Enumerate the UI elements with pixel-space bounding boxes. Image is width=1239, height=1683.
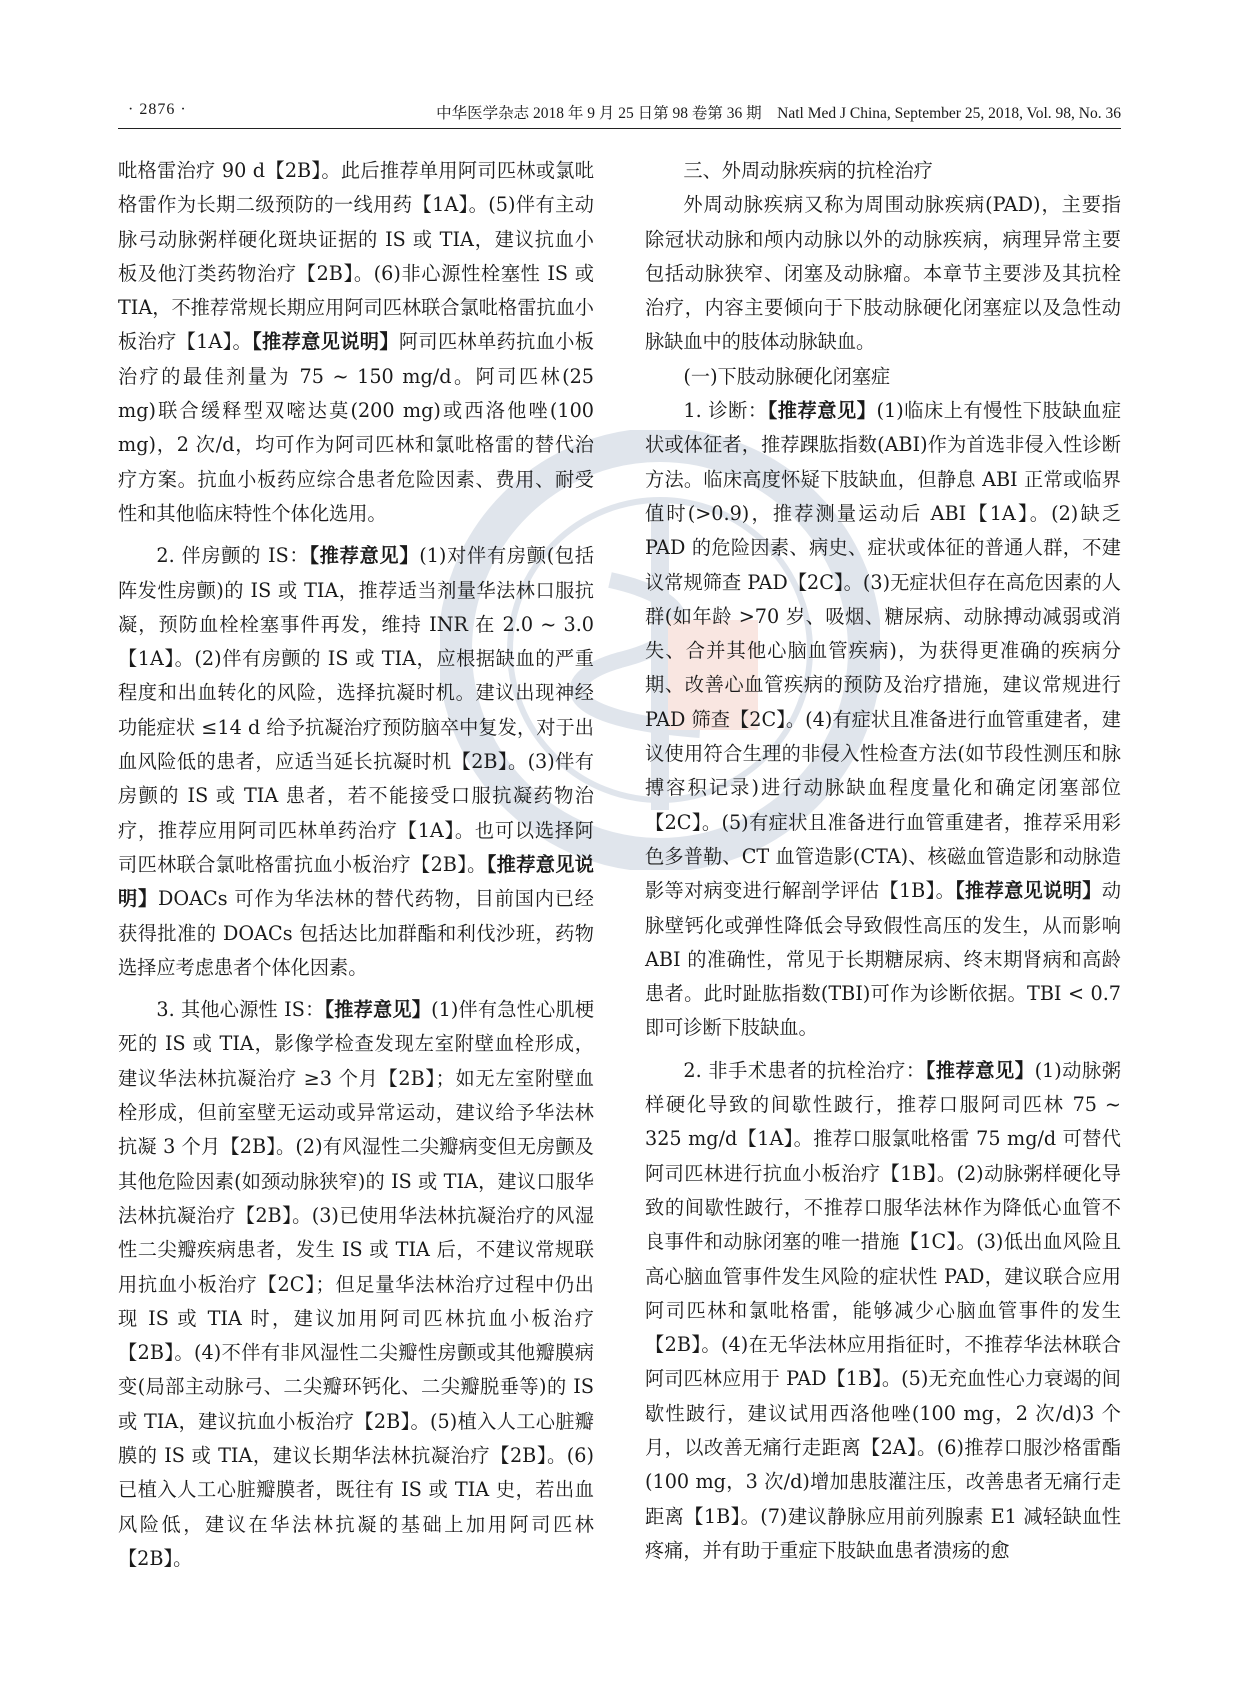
- paragraph: 2. 非手术患者的抗栓治疗：【推荐意见】(1)动脉粥样硬化导致的间歇性跛行，推荐口服阿司匹林 75 ~ 325 mg/d【1A】。推荐口服氯吡格雷 75 mg/d 可替代阿司匹林进行抗血小板治疗【1B】。(2)动脉粥样硬化导致的间歇性跛行，不推荐口服华法林作为降低心血管不良事件和动脉闭塞的唯一措施【1C】。(3)低出血风险且高心脑血管事件发生风险的症状性 PAD，建议联合应用阿司匹林和氯吡格雷，能够减少心脑血管事件的发生【2B】。(4)在无华法林应用指征时，不推荐华法林联合阿司匹林应用于 PAD【1B】。(5)无充血性心力衰竭的间歇性跛行，建议试用西洛他唑(100 mg，2 次/d)3 个月，以改善无痛行走距离【2A】。(6)推荐口服沙格雷酯(100 mg，3 次/d)增加患肢灌注压，改善患者无痛行走距离【1B】。(7)建议静脉应用前列腺素 E1 减轻缺血性疼痛，并有助于重症下肢缺血患者溃疡的愈: [645, 1058, 1121, 1562]
- left-column: [118, 154, 594, 1576]
- paragraph: 吡格雷治疗 90 d【2B】。此后推荐单用阿司匹林或氯吡格雷作为长期二级预防的一线用药【1A】。(5)伴有主动脉弓动脉粥样硬化斑块证据的 IS 或 TIA，建议抗血小板及他汀类药物治疗【2B】。(6)非心源性栓塞性 IS 或 TIA，不推荐常规长期应用阿司匹林联合氯吡格雷抗血小板治疗【1A】。【推荐意见说明】阿司匹林单药抗血小板治疗的最佳剂量为 75 ~ 150 mg/d。阿司匹林(25 mg)联合缓释型双嘧达莫(200 mg)或西洛他唑(100 mg)，2 次/d，均可作为阿司匹林和氯吡格雷的替代治疗方案。抗血小板药应综合患者危险因素、费用、耐受性和其他临床特性个体化选用。: [118, 159, 594, 525]
- subsection-title: (一)下肢动脉硬化闭塞症: [683, 364, 891, 388]
- running-head: 中华医学杂志 2018 年 9 月 25 日第 98 卷第 36 期 Natl Med J China, September 25, 2018, Vol. 98, No. 36: [436, 105, 1121, 122]
- paragraph: 1. 诊断：【推荐意见】(1)临床上有慢性下肢缺血症状或体征者，推荐踝肱指数(ABI)作为首选非侵入性诊断方法。临床高度怀疑下肢缺血，但静息 ABI 正常或临界值时(>0.9)，推荐测量运动后 ABI【1A】。(2)缺乏 PAD 的危险因素、病史、症状或体征的普通人群，不建议常规筛查 PAD【2C】。(3)无症状但存在高危因素的人群(如年龄 >70 岁、吸烟、糖尿病、动脉搏动减弱或消失、合并其他心脑血管疾病)，为获得更准确的疾病分期、改善心血管疾病的预防及治疗措施，建议常规进行 PAD 筛查【2C】。(4)有症状且准备进行血管重建者，建议使用符合生理的非侵入性检查方法(如节段性测压和脉搏容积记录)进行动脉缺血程度量化和确定闭塞部位【2C】。(5)有症状且准备进行血管重建者，推荐采用彩色多普勒、CT 血管造影(CTA)、核磁血管造影和动脉造影等对病变进行解剖学评估【1B】。【推荐意见说明】动脉壁钙化或弹性降低会导致假性高压的发生，从而影响 ABI 的准确性，常见于长期糖尿病、终末期肾病和高龄患者。此时趾肱指数(TBI)可作为诊断依据。TBI < 0.7 即可诊断下肢缺血。: [645, 399, 1122, 1040]
- page-header: [118, 98, 1121, 129]
- paragraph: 3. 其他心源性 IS：【推荐意见】(1)伴有急性心肌梗死的 IS 或 TIA，影像学检查发现左室附壁血栓形成，建议华法林抗凝治疗 ≥3 个月【2B】；如无左室附壁血栓形成，但前室壁无运动或异常运动，建议给予华法林抗凝 3 个月【2B】。(2)有风湿性二尖瓣病变但无房颤及其他危险因素(如颈动脉狭窄)的 IS 或 TIA，建议口服华法林抗凝治疗【2B】。(3)已使用华法林抗凝治疗的风湿性二尖瓣疾病患者，发生 IS 或 TIA 后，不建议常规联用抗血小板治疗【2C】；但足量华法林治疗过程中仍出现 IS 或 TIA 时，建议加用阿司匹林抗血小板治疗【2B】。(4)不伴有非风湿性二尖瓣性房颤或其他瓣膜病变(局部主动脉弓、二尖瓣环钙化、二尖瓣脱垂等)的 IS 或 TIA，建议抗血小板治疗【2B】。(5)植入人工心脏瓣膜的 IS 或 TIA，建议长期华法林抗凝治疗【2B】。(6)已植入人工心脏瓣膜者，既往有 IS 或 TIA 史，若出血风险低，建议在华法林抗凝的基础上加用阿司匹林【2B】。: [118, 998, 595, 1570]
- section-title: 三、外周动脉疾病的抗栓治疗: [683, 159, 933, 182]
- page-number: · 2876 ·: [128, 101, 187, 118]
- paragraph: 2. 伴房颤的 IS：【推荐意见】(1)对伴有房颤(包括阵发性房颤)的 IS 或 TIA，推荐适当剂量华法林口服抗凝，预防血栓栓塞事件再发，维持 INR 在 2.0 ~ 3.0【1A】。(2)伴有房颤的 IS 或 TIA，应根据缺血的严重程度和出血转化的风险，选择抗凝时机。建议出现神经功能症状 ≤14 d 给予抗凝治疗预防脑卒中复发，对于出血风险低的患者，应适当延长抗凝时机【2B】。(3)伴有房颤的 IS 或 TIA 患者，若不能接受口服抗凝药物治疗，推荐应用阿司匹林单药治疗【1A】。也可以选择阿司匹林联合氯吡格雷抗血小板治疗【2B】。【推荐意见说明】DOACs 可作为华法林的替代药物，目前国内已经获得批准的 DOACs 包括达比加群酯和利伐沙班，药物选择应考虑患者个体化因素。: [118, 544, 595, 979]
- paragraph: 外周动脉疾病又称为周围动脉疾病(PAD)，主要指除冠状动脉和颅内动脉以外的动脉疾病，病理异常主要包括动脉狭窄、闭塞及动脉瘤。本章节主要涉及其抗栓治疗，内容主要倾向于下肢动脉硬化闭塞症以及急性动脉缺血中的肢体动脉缺血。: [645, 193, 1121, 354]
- right-column: [645, 154, 1121, 1568]
